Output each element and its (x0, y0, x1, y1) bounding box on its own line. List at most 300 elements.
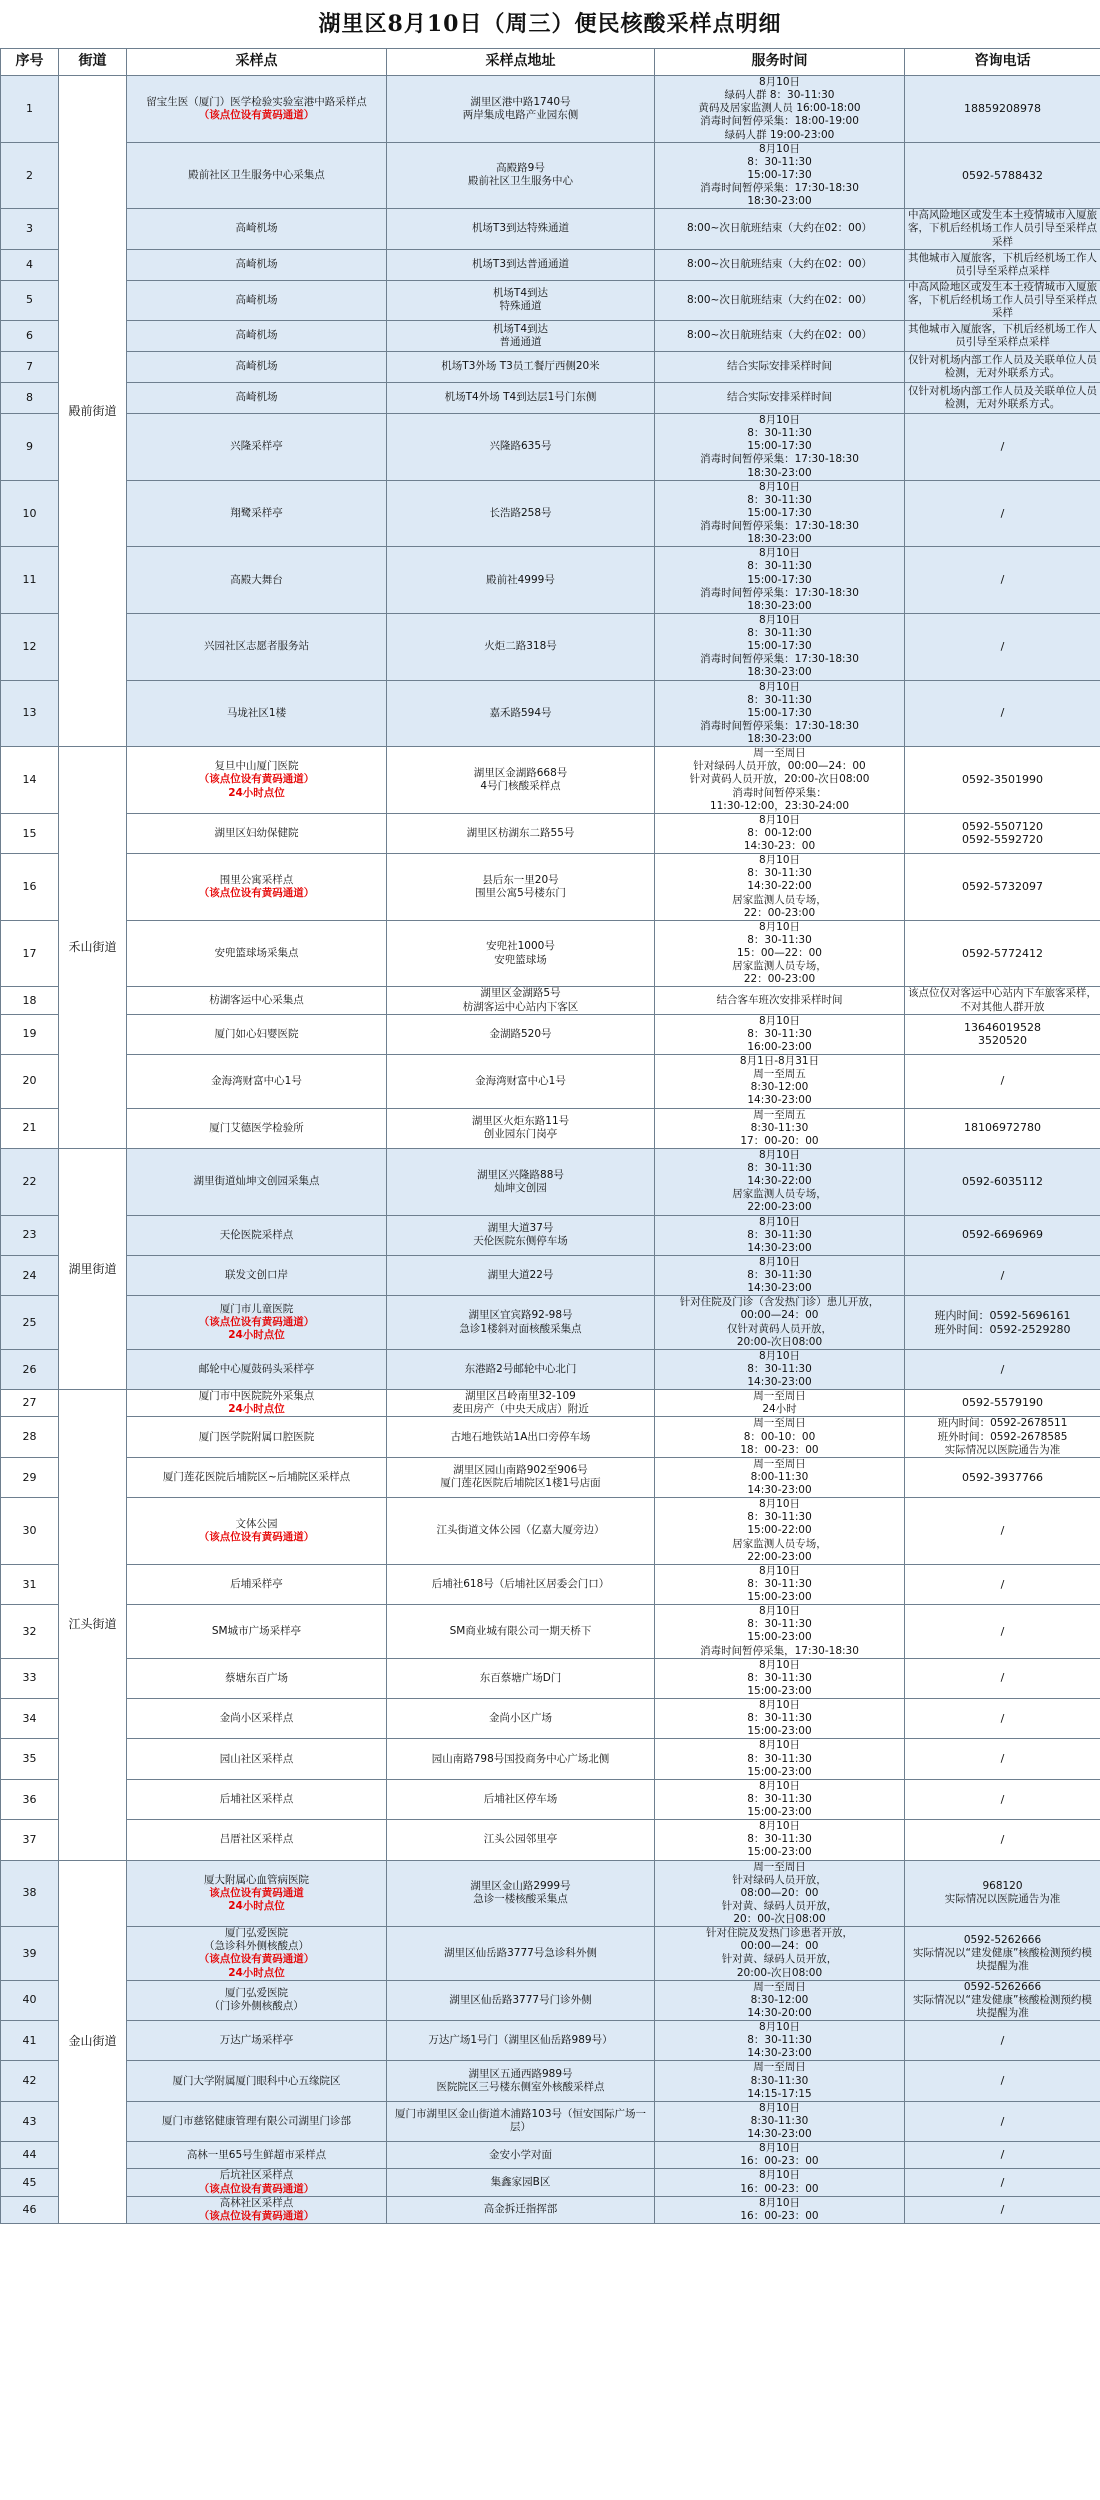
sampling-point-name (127, 2061, 387, 2101)
sampling-point-name-line: 园山社区采样点 (219, 1752, 294, 1765)
consult-phone-line: / (1000, 506, 1005, 520)
row-seq: 11 (1, 547, 59, 614)
sampling-point-address (387, 1699, 655, 1739)
consult-phone-line: / (1000, 1362, 1005, 1376)
sampling-point-address (387, 2101, 655, 2141)
sampling-point-address (387, 920, 655, 987)
service-time-line: 8：30-11:30 (747, 627, 812, 639)
service-time-line: 16:00-23:00 (747, 1040, 812, 1053)
sampling-point-address (387, 249, 655, 280)
district-cell: 殿前街道 (59, 76, 127, 747)
service-time-line: 8月10日 (758, 2196, 801, 2209)
service-time-line: 15:00-17:30 (747, 440, 812, 453)
row-seq: 36 (1, 1779, 59, 1819)
sampling-point-address-line: 麦田房产（中央天成店）附近 (452, 1403, 589, 1416)
header-district: 街道 (59, 49, 127, 76)
service-time-line: 消毒时间暂停采集，17:30-18:30 (700, 1644, 859, 1657)
sampling-point-address-line: 机场T4到达 (492, 322, 549, 335)
sampling-point-name (127, 1658, 387, 1698)
table-row (1, 1390, 1100, 1417)
row-seq: 13 (1, 680, 59, 747)
sampling-point-address-line: 县后东一里20号 (482, 873, 559, 886)
row-seq: 7 (1, 352, 59, 383)
sampling-point-address-line: 东百蔡塘广场D门 (479, 1671, 562, 1684)
service-time (655, 480, 905, 547)
sampling-point-address (387, 1605, 655, 1659)
sampling-point-name (127, 1980, 387, 2020)
service-time-line: 24小时 (762, 1403, 797, 1416)
consult-phone (905, 747, 1100, 814)
table-row (1, 249, 1100, 280)
consult-phone-line: 实际情况以“建发健康”核酸检测预约模块提醒为准 (913, 1946, 1092, 1972)
sampling-point-name (127, 2021, 387, 2061)
service-time (655, 813, 905, 853)
sampling-point-name-line: （该点位设有黄码通道） (198, 1315, 315, 1328)
table-row (1, 414, 1100, 481)
row-seq: 46 (1, 2196, 59, 2223)
sampling-point-name-line: 后坑社区采样点 (219, 2169, 294, 2182)
service-time-line: 8月1日-8月31日 (739, 1055, 820, 1067)
sampling-point-address-line: 机场T3到达普通通道 (471, 258, 570, 271)
service-time-line: 8：30-11:30 (747, 1511, 812, 1524)
service-time-line: 8：00-10：00 (743, 1430, 816, 1443)
consult-phone-line: 班内时间：0592-5696161 (934, 1308, 1071, 1322)
sampling-point-address-line: 枋湖客运中心站内下客区 (462, 1000, 579, 1013)
service-time-line: 周一至周五 (753, 1108, 806, 1121)
sampling-point-name-line: SM城市广场采样亭 (211, 1624, 302, 1637)
consult-phone (905, 2142, 1100, 2169)
sampling-point-name-line: 复旦中山厦门医院 (214, 760, 299, 773)
service-time (655, 1390, 905, 1417)
service-time-line: 8：30-11:30 (747, 1362, 812, 1375)
service-time-line: 消毒时间暂停采集：17:30-18:30 (700, 182, 859, 194)
table-row (1, 1417, 1100, 1457)
service-time (655, 1215, 905, 1255)
sampling-point-name (127, 1739, 387, 1779)
sampling-point-name (127, 414, 387, 481)
sampling-point-address-line: 医院院区三号楼东侧室外核酸采样点 (436, 2081, 605, 2094)
service-time-line: 居家监测人员专场， (732, 1537, 827, 1550)
service-time-line: 8月10日 (758, 1658, 801, 1671)
consult-phone-line: 实际情况以医院通告为准 (944, 1443, 1061, 1456)
service-time-line: 8：30-11:30 (747, 1712, 812, 1725)
service-time-line: 08:00—20：00 (740, 1886, 819, 1899)
sampling-point-address (387, 2142, 655, 2169)
consult-phone (905, 1296, 1100, 1350)
service-time-line: 8月10日 (758, 2021, 801, 2033)
sampling-point-address-line: 万达广场1号门（湖里区仙岳路989号） (428, 2034, 613, 2047)
service-time-line: 11:30-12:00，23:30-24:00 (709, 799, 850, 812)
consult-phone-line: 0592-5732097 (962, 880, 1043, 894)
consult-phone-line: / (1000, 1524, 1005, 1538)
sampling-point-name-line: 湖里街道灿坤文创园采集点 (193, 1175, 320, 1188)
table-row (1, 680, 1100, 747)
table-row (1, 1055, 1100, 1109)
sampling-point-name (127, 1255, 387, 1295)
consult-phone-line: 0592-5788432 (962, 168, 1043, 182)
row-seq: 18 (1, 987, 59, 1014)
row-seq: 10 (1, 480, 59, 547)
row-seq: 35 (1, 1739, 59, 1779)
row-seq: 40 (1, 1980, 59, 2020)
row-seq: 15 (1, 813, 59, 853)
sampling-point-name (127, 2101, 387, 2141)
service-time-line: 8:30-12:00 (750, 1993, 809, 2006)
consult-phone-line: / (1000, 1671, 1005, 1685)
service-time-line: 8月10日 (758, 813, 801, 826)
service-time-line: 15:00-23:00 (747, 1631, 812, 1644)
service-time-line: 14:30-22:00 (747, 880, 812, 893)
consult-phone (905, 280, 1100, 320)
header-name: 采样点 (127, 49, 387, 76)
sampling-point-address (387, 142, 655, 209)
table-row (1, 1564, 1100, 1604)
row-seq: 33 (1, 1658, 59, 1698)
consult-phone-line: 班外时间：0592-2678585 (937, 1430, 1068, 1443)
sampling-point-address (387, 1417, 655, 1457)
sampling-point-name (127, 854, 387, 921)
table-row (1, 321, 1100, 352)
consult-phone-line: 18859208978 (964, 101, 1041, 115)
service-time-line: 14:30-23:00 (747, 1282, 812, 1295)
sampling-point-name-line: 天伦医院采样点 (219, 1228, 294, 1241)
service-time-line: 14:30-23:00 (747, 1094, 812, 1107)
sampling-point-address (387, 1739, 655, 1779)
sampling-point-name (127, 1457, 387, 1497)
consult-phone-line: / (1000, 2074, 1005, 2088)
consult-phone (905, 1980, 1100, 2020)
consult-phone (905, 1820, 1100, 1860)
service-time-line: 14:30-22:00 (747, 1175, 812, 1188)
sampling-point-name-line: （该点位设有黄码通道） (198, 1530, 315, 1543)
consult-phone-line: 班内时间：0592-2678511 (937, 1417, 1068, 1430)
table-row (1, 1108, 1100, 1148)
sampling-point-name (127, 1349, 387, 1389)
consult-phone-line: 中高风险地区或发生本土疫情城市入厦旅客，下机后经机场工作人员引导至采样点采样 (908, 280, 1097, 319)
sampling-point-address (387, 480, 655, 547)
consult-phone (905, 2061, 1100, 2101)
sampling-point-name-line: 马垅社区1楼 (226, 706, 287, 719)
table-row (1, 480, 1100, 547)
sampling-point-address (387, 1980, 655, 2020)
service-time (655, 2142, 905, 2169)
sampling-point-name-line: 后埔采样亭 (230, 1577, 283, 1590)
service-time-line: 8月10日 (758, 613, 801, 626)
row-seq: 9 (1, 414, 59, 481)
service-time-line: 周一至周日 (753, 1457, 806, 1470)
sampling-point-name (127, 249, 387, 280)
consult-phone (905, 1255, 1100, 1295)
sampling-point-name-line: 高崎机场 (235, 360, 278, 373)
consult-phone (905, 1564, 1100, 1604)
sampling-point-address (387, 1820, 655, 1860)
sampling-point-name-line: （该点位设有黄码通道） (198, 1953, 315, 1966)
consult-phone-line: / (1000, 1577, 1005, 1591)
row-seq: 38 (1, 1860, 59, 1927)
sampling-point-address (387, 613, 655, 680)
sampling-point-name (127, 1699, 387, 1739)
consult-phone (905, 1498, 1100, 1565)
service-time-line: 周一至周五 (753, 1068, 806, 1081)
consult-phone (905, 1055, 1100, 1109)
row-seq: 31 (1, 1564, 59, 1604)
sampling-point-address (387, 1564, 655, 1604)
service-time-line: 黄码及居家监测人员 16:00-18:00 (698, 102, 861, 115)
consult-phone-line: / (1000, 1792, 1005, 1806)
sampling-point-address-line: 金安小学对面 (489, 2148, 552, 2161)
table-row (1, 1980, 1100, 2020)
sampling-point-address (387, 680, 655, 747)
sampling-point-name-line: 高林一里65号生鲜超市采样点 (186, 2148, 327, 2161)
service-time-line: 8:00-11:30 (750, 1470, 809, 1483)
service-time (655, 2169, 905, 2196)
consult-phone-line: 中高风险地区或发生本土疫情城市入厦旅客，下机后经机场工作人员引导至采样点采样 (908, 209, 1097, 248)
row-seq: 34 (1, 1699, 59, 1739)
sampling-point-name-line: 厦门大学附属厦门眼科中心五缘院区 (172, 2074, 341, 2087)
row-seq: 17 (1, 920, 59, 987)
service-time-line: 8：30-11:30 (747, 693, 812, 706)
service-time-line: 针对绿码人员开放，00:00—24：00 (693, 760, 866, 773)
consult-phone-line: 0592-3937766 (962, 1470, 1043, 1484)
table-row (1, 1927, 1100, 1981)
sampling-point-name-line: （该点位设有黄码通道） (198, 886, 315, 899)
sampling-point-name-line: 厦门弘爱医院 (225, 1987, 288, 2000)
service-time (655, 209, 905, 249)
sampling-point-name (127, 1417, 387, 1457)
service-time (655, 854, 905, 921)
service-time (655, 1820, 905, 1860)
sampling-point-name (127, 987, 387, 1014)
sampling-point-address-line: 湖里大道22号 (487, 1269, 554, 1281)
consult-phone-line: / (1000, 706, 1005, 720)
sampling-point-name (127, 142, 387, 209)
service-time-line: 15:00-23:00 (747, 1846, 812, 1859)
sampling-point-name (127, 1215, 387, 1255)
service-time-line: 8:00~次日航班结束（大约在02：00） (686, 329, 873, 342)
row-seq: 2 (1, 142, 59, 209)
table-row (1, 613, 1100, 680)
service-time-line: 8月10日 (758, 1820, 801, 1833)
row-seq: 14 (1, 747, 59, 814)
sampling-point-address-line: 天伦医院东侧停车场 (473, 1235, 568, 1248)
consult-phone (905, 414, 1100, 481)
consult-phone (905, 2169, 1100, 2196)
service-time-line: 针对黄码人员开放，20:00-次日08:00 (689, 773, 870, 786)
sampling-point-name (127, 76, 387, 143)
sampling-point-name-line: 后埔社区采样点 (219, 1792, 294, 1805)
sampling-point-name-line: 24小时点位 (228, 1899, 285, 1912)
sampling-point-address (387, 1927, 655, 1981)
sampling-point-address (387, 321, 655, 352)
service-time-line: 14:30-23:00 (747, 1376, 812, 1388)
sampling-point-address (387, 1255, 655, 1295)
sampling-point-name-line: （急诊科外侧核酸点） (204, 1940, 309, 1953)
sampling-point-name-line: 吕厝社区采样点 (219, 1833, 294, 1846)
sampling-point-name (127, 280, 387, 320)
consult-phone (905, 1927, 1100, 1981)
consult-phone-line: / (1000, 1074, 1005, 1088)
service-time (655, 280, 905, 320)
table-row (1, 987, 1100, 1014)
service-time-line: 22:00-23:00 (747, 1201, 812, 1214)
sampling-point-address-line: 灿坤文创园 (494, 1181, 547, 1194)
sampling-point-name (127, 1390, 387, 1417)
consult-phone-line: / (1000, 439, 1005, 453)
consult-phone-line: / (1000, 573, 1005, 587)
sampling-point-address (387, 1014, 655, 1054)
service-time (655, 2061, 905, 2101)
sampling-point-address-line: 急诊一楼核酸采集点 (473, 1893, 568, 1906)
service-time-line: 8：30-11:30 (747, 933, 812, 946)
sampling-point-name-line: 翔鹭采样亭 (230, 506, 283, 519)
service-time (655, 76, 905, 143)
sampling-point-address (387, 414, 655, 481)
service-time (655, 142, 905, 209)
service-time-line: 8月10日 (758, 2169, 801, 2182)
sampling-points-table (0, 48, 1100, 2224)
consult-phone-line: 0592-5579190 (962, 1396, 1043, 1410)
service-time-line: 8月10日 (758, 2101, 801, 2114)
consult-phone (905, 1860, 1100, 1927)
sampling-point-address-line: 厦门市湖里区金山街道木浦路103号（恒安国际广场一层） (394, 2108, 647, 2134)
row-seq: 8 (1, 383, 59, 414)
service-time (655, 1564, 905, 1604)
sampling-point-address-line: 嘉禾路594号 (489, 706, 552, 719)
table-row (1, 2021, 1100, 2061)
service-time-line: 居家监测人员专场， (732, 1188, 827, 1201)
service-time-line: 消毒时间暂停采集： (732, 786, 827, 799)
consult-phone (905, 987, 1100, 1014)
consult-phone (905, 1148, 1100, 1215)
service-time (655, 1699, 905, 1739)
service-time-line: 8：30-11:30 (747, 2034, 812, 2047)
sampling-point-address-line: 江头公园邻里亭 (483, 1833, 558, 1846)
service-time-line: 8:30-11:30 (750, 2114, 809, 2127)
service-time (655, 680, 905, 747)
table-row (1, 2142, 1100, 2169)
sampling-point-address-line: 江头街道文体公园（亿嘉大厦旁边） (436, 1524, 605, 1537)
service-time-line: 8月10日 (758, 854, 801, 867)
sampling-point-name (127, 383, 387, 414)
sampling-point-address-line: 殿前社区卫生服务中心 (468, 175, 573, 188)
service-time-line: 8月10日 (758, 1498, 801, 1511)
sampling-point-address-line: 园山南路798号国投商务中心广场北侧 (431, 1752, 610, 1765)
service-time-line: 14:30-23:00 (747, 1484, 812, 1496)
consult-phone-line: 其他城市入厦旅客，下机后经机场工作人员引导至采样点采样 (908, 322, 1097, 348)
table-row (1, 383, 1100, 414)
sampling-point-name (127, 1296, 387, 1350)
service-time-line: 8:30-11:30 (750, 2074, 809, 2087)
table-row (1, 747, 1100, 814)
service-time-line: 针对黄、绿码人员开放， (721, 1899, 838, 1912)
sampling-point-name (127, 920, 387, 987)
service-time (655, 1148, 905, 1215)
sampling-point-address (387, 1779, 655, 1819)
sampling-point-address-line: 普通通道 (499, 336, 542, 348)
sampling-point-address (387, 280, 655, 320)
consult-phone (905, 1349, 1100, 1389)
service-time-line: 20:00-次日08:00 (736, 1335, 823, 1348)
sampling-point-name-line: 高崎机场 (235, 391, 278, 404)
consult-phone (905, 680, 1100, 747)
sampling-point-name (127, 2142, 387, 2169)
sampling-point-name-line: 该点位设有黄码通道 (209, 1886, 304, 1899)
service-time-line: 8月10日 (758, 547, 801, 560)
service-time-line: 8月10日 (758, 920, 801, 933)
sampling-point-name-line: 厦门市儿童医院 (219, 1302, 294, 1315)
table-row (1, 1820, 1100, 1860)
sampling-point-address-line: 古地石地铁站1A出口旁停车场 (450, 1430, 591, 1443)
service-time-line: 15:00-22:00 (747, 1524, 812, 1537)
service-time-line: 消毒时间暂停采集：17:30-18:30 (700, 520, 859, 532)
sampling-point-name-line: 留宝生医（厦门）医学检验实验室港中路采样点 (146, 95, 367, 108)
service-time-line: 00:00—24：00 (740, 1940, 819, 1953)
service-time-line: 8月10日 (758, 142, 801, 155)
service-time-line: 18:30-23:00 (747, 599, 812, 612)
service-time-line: 消毒时间暂停采集：17:30-18:30 (700, 719, 859, 732)
consult-phone-line: 班外时间：0592-2529280 (934, 1322, 1071, 1336)
row-seq: 27 (1, 1390, 59, 1417)
table-row (1, 1699, 1100, 1739)
district-cell: 江头街道 (59, 1390, 127, 1860)
row-seq: 39 (1, 1927, 59, 1981)
service-time-line: 8月10日 (758, 1564, 801, 1577)
sampling-point-address-line: 高殿路9号 (496, 162, 545, 175)
service-time-line: 周一至周日 (753, 1980, 806, 1993)
sampling-point-address-line: 湖里区宜宾路92-98号 (468, 1309, 573, 1322)
sampling-point-name (127, 1564, 387, 1604)
consult-phone (905, 920, 1100, 987)
sampling-point-name-line: 高崎机场 (235, 293, 278, 306)
sampling-point-address-line: 湖里区火炬东路11号 (471, 1115, 570, 1128)
service-time-line: 8：30-11:30 (747, 560, 812, 573)
table-row (1, 2061, 1100, 2101)
consult-phone-line: 968120 (982, 1880, 1023, 1893)
sampling-point-address (387, 1498, 655, 1565)
sampling-point-name-line: （该点位设有黄码通道） (198, 2209, 315, 2222)
consult-phone-line: 0592-5507120 (962, 819, 1043, 833)
row-seq: 43 (1, 2101, 59, 2141)
service-time-line: 14:30-23：00 (743, 840, 816, 852)
district-cell: 金山街道 (59, 1860, 127, 2223)
sampling-point-name-line: 24小时点位 (228, 1329, 285, 1342)
sampling-point-name-line: 联发文创口岸 (225, 1269, 288, 1281)
consult-phone-line: 该点位仅对客运中心站内下车旅客采样，不对其他人群开放 (908, 987, 1097, 1013)
consult-phone (905, 1108, 1100, 1148)
service-time-line: 消毒时间暂停采集：18:00-19:00 (700, 115, 859, 128)
sampling-point-name-line: （该点位设有黄码通道） (198, 108, 315, 121)
sampling-point-address-line: 金尚小区广场 (489, 1712, 552, 1725)
table-row (1, 352, 1100, 383)
consult-phone (905, 813, 1100, 853)
sampling-point-name (127, 613, 387, 680)
consult-phone-line: 其他城市入厦旅客，下机后经机场工作人员引导至采样点采样 (908, 251, 1097, 277)
sampling-point-address-line: 湖里区金湖路668号 (473, 766, 568, 779)
table-row (1, 209, 1100, 249)
sampling-point-name-line: 围里公寓采样点 (219, 873, 294, 886)
sampling-point-address (387, 547, 655, 614)
consult-phone-line: 0592-5262666 (963, 1980, 1042, 1993)
consult-phone (905, 1215, 1100, 1255)
service-time-line: 14:30-23:00 (747, 2128, 812, 2140)
table-row (1, 854, 1100, 921)
table-row (1, 1658, 1100, 1698)
consult-phone-line: 0592-5262666 (963, 1933, 1042, 1946)
sampling-point-address-line: 4号门核酸采样点 (480, 779, 561, 792)
row-seq: 21 (1, 1108, 59, 1148)
row-seq: 44 (1, 2142, 59, 2169)
service-time-line: 22:00-23:00 (747, 1550, 812, 1563)
